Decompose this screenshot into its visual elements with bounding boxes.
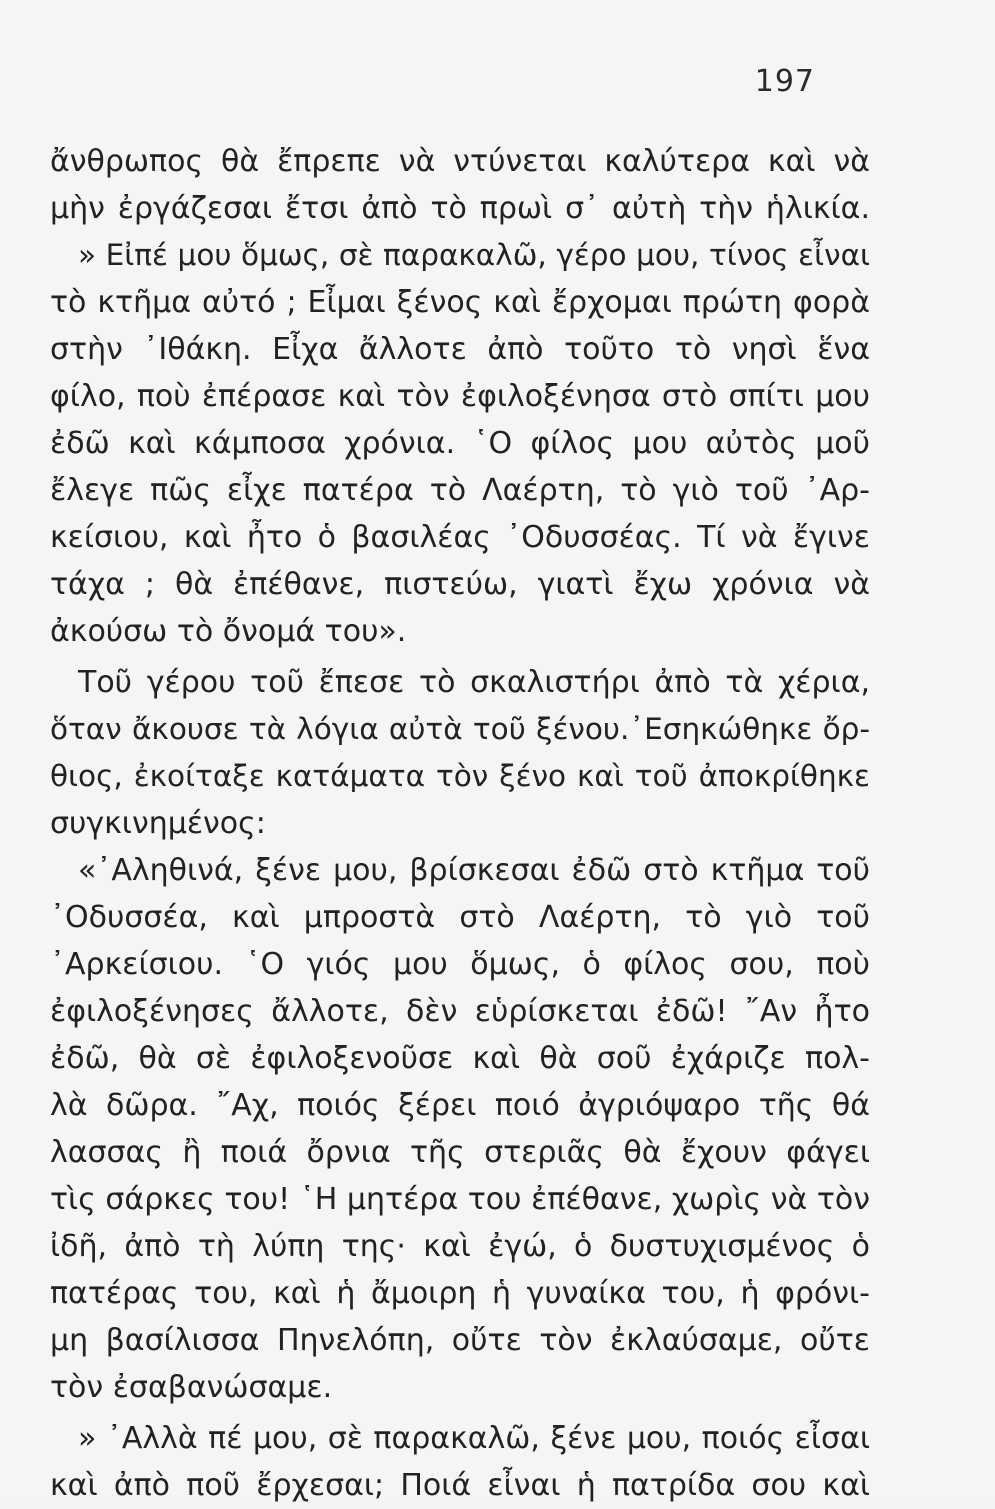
text-line: μὴν ἐργάζεσαι ἔτσι ἀπὸ τὸ πρωὶ σ᾿ αὐτὴ τὴν ἡλικία. xyxy=(50,191,870,226)
text-line: κείσιου, καὶ ἦτο ὁ βασιλέας ᾿Οδυσσέας. Τί νὰ ἔγινε xyxy=(50,520,870,555)
text-line: ἐφιλοξένησες ἄλλοτε, δὲν εὑρίσκεται ἐδῶ! ῎Αν ἦτο xyxy=(50,994,870,1029)
text-line: πατέρας του, καὶ ἡ ἄμοιρη ἡ γυναίκα του, ἡ φρόνι- xyxy=(50,1276,870,1311)
text-line: ἄνθρωπος θὰ ἔπρεπε νὰ ντύνεται καλύτερα καὶ νὰ xyxy=(50,144,870,179)
text-line: ᾿Οδυσσέα, καὶ μπροστὰ στὸ Λαέρτη, τὸ γιὸ τοῦ xyxy=(50,900,870,935)
text-line: καὶ ἀπὸ ποῦ ἔρχεσαι; Ποιά εἶναι ἡ πατρίδα σου καὶ xyxy=(50,1468,870,1503)
page-number: 197 xyxy=(754,64,815,99)
text-line: ᾿Αρκείσιου. ῾Ο γιός μου ὅμως, ὁ φίλος σου, ποὺ xyxy=(50,947,870,982)
text-line: τὸ κτῆμα αὐτό ; Εἶμαι ξένος καὶ ἔρχομαι πρώτη φορὰ xyxy=(50,285,870,320)
text-line: ἐδῶ καὶ κάμποσα χρόνια. ῾Ο φίλος μου αὐτὸς μοῦ xyxy=(50,426,870,461)
text-line: ἔλεγε πῶς εἶχε πατέρα τὸ Λαέρτη, τὸ γιὸ τοῦ ᾿Αρ- xyxy=(50,473,870,508)
text-line: τάχα ; θὰ ἐπέθανε, πιστεύω, γιατὶ ἔχω χρόνια νὰ xyxy=(50,567,870,602)
text-line: ὅταν ἄκουσε τὰ λόγια αὐτὰ τοῦ ξένου.᾿Εσηκώθηκε ὄρ- xyxy=(50,712,870,746)
text-line: Τοῦ γέρου τοῦ ἔπεσε τὸ σκαλιστήρι ἀπὸ τὰ χέρια, xyxy=(78,665,870,700)
text-line: μη βασίλισσα Πηνελόπη, οὔτε τὸν ἐκλαύσαμε, οὔτε xyxy=(50,1323,870,1358)
text-line: συγκινημένος: xyxy=(50,806,266,841)
text-line: θιος, ἐκοίταξε κατάματα τὸν ξένο καὶ τοῦ ἀποκρίθηκε xyxy=(50,759,870,793)
text-line: τὸν ἐσαβανώσαμε. xyxy=(50,1370,333,1405)
text-line: τὶς σάρκες του! ῾Η μητέρα του ἐπέθανε, χωρὶς νὰ τὸν xyxy=(50,1182,870,1217)
text-line: «᾿Αληθινά, ξένε μου, βρίσκεσαι ἐδῶ στὸ κτῆμα τοῦ xyxy=(78,853,870,888)
text-line: στὴν ᾿Ιθάκη. Εἶχα ἄλλοτε ἀπὸ τοῦτο τὸ νησὶ ἕνα xyxy=(50,332,870,367)
text-line: » Εἰπέ μου ὅμως, σὲ παρακαλῶ, γέρο μου, τίνος εἶναι xyxy=(78,238,870,272)
text-line: ἐδῶ, θὰ σὲ ἐφιλοξενοῦσε καὶ θὰ σοῦ ἐχάριζε πολ- xyxy=(50,1041,870,1076)
text-line: λασσας ἢ ποιά ὄρνια τῆς στεριᾶς θὰ ἔχουν φάγει xyxy=(50,1135,870,1170)
text-line: ἰδῆ, ἀπὸ τὴ λύπη της· καὶ ἐγώ, ὁ δυστυχισμένος ὁ xyxy=(50,1229,870,1264)
body-text xyxy=(50,138,870,1509)
text-line: φίλο, ποὺ ἐπέρασε καὶ τὸν ἐφιλοξένησα στὸ σπίτι μου xyxy=(50,379,870,414)
text-line: λὰ δῶρα. ῎Αχ, ποιός ξέρει ποιό ἀγριόψαρο τῆς θά xyxy=(50,1088,870,1123)
text-line: » ᾿Αλλὰ πέ μου, σὲ παρακαλῶ, ξένε μου, ποιός εἶσαι xyxy=(78,1421,870,1456)
text-line: ἀκούσω τὸ ὄνομά του». xyxy=(50,614,407,649)
